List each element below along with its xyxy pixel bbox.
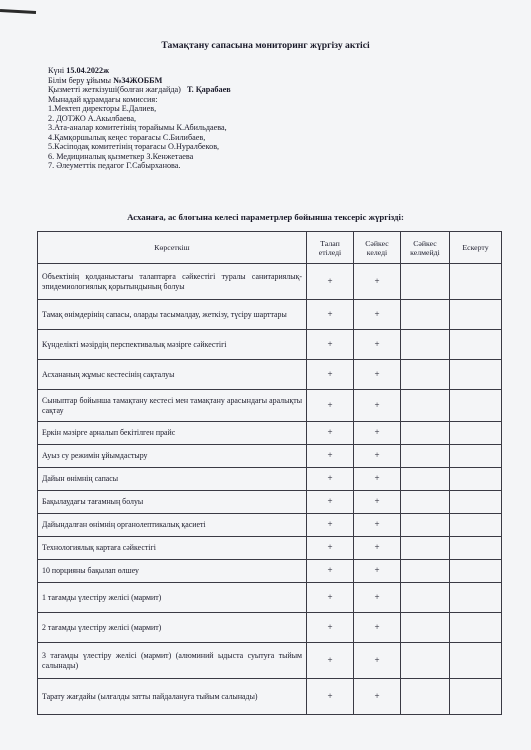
required-cell: + xyxy=(307,330,354,360)
table-row xyxy=(38,613,502,643)
compliant-cell: + xyxy=(354,491,401,514)
header-noncompliant: Сәйкес келмейді xyxy=(401,232,450,264)
indicator-cell: Сыныптар бойынша тамақтану кестесі мен тамақтану арасындағы аралықты сақтау xyxy=(38,390,307,422)
header-note: Ескерту xyxy=(450,232,502,264)
indicator-cell: Тамақ өнімдерінің сапасы, оларды тасымалдау, жеткізу, түсіру шарттары xyxy=(38,300,307,330)
noncompliant-cell xyxy=(401,330,450,360)
commission-member: 2. ДОТЖО А.Акылбаева, xyxy=(48,113,137,123)
table-header-row xyxy=(38,232,502,264)
table-row xyxy=(38,330,502,360)
table-row xyxy=(38,300,502,330)
table-row xyxy=(38,583,502,613)
table-row xyxy=(38,422,502,445)
table-row xyxy=(38,360,502,390)
required-cell: + xyxy=(307,491,354,514)
compliant-cell: + xyxy=(354,514,401,537)
noncompliant-cell xyxy=(401,537,450,560)
table-row xyxy=(38,491,502,514)
indicator-cell: 1 тағамды үлестіру желісі (мармит) xyxy=(38,583,307,613)
table-row xyxy=(38,537,502,560)
indicator-cell: Күнделікті мәзірдің перспективалық мәзірге сәйкестігі xyxy=(38,330,307,360)
note-cell xyxy=(450,613,502,643)
noncompliant-cell xyxy=(401,445,450,468)
noncompliant-cell xyxy=(401,643,450,679)
indicator-cell: Технологиялық картаға сәйкестігі xyxy=(38,537,307,560)
compliant-cell: + xyxy=(354,643,401,679)
compliant-cell: + xyxy=(354,300,401,330)
date-value: 15.04.2022ж xyxy=(66,66,110,75)
note-cell xyxy=(450,390,502,422)
indicator-cell: Еркін мәзірге арналып бекітілген прайс xyxy=(38,422,307,445)
compliant-cell: + xyxy=(354,679,401,715)
indicator-cell: 2 тағамды үлестіру желісі (мармит) xyxy=(38,613,307,643)
table-row xyxy=(38,643,502,679)
commission-member: 6. Медициналық қызметкер З.Кенжетаева xyxy=(48,151,194,161)
note-cell xyxy=(450,537,502,560)
noncompliant-cell xyxy=(401,360,450,390)
organization-label: Білім беру ұйымы xyxy=(48,75,112,85)
required-cell: + xyxy=(307,468,354,491)
required-cell: + xyxy=(307,537,354,560)
inspection-subtitle: Асханаға, ас блогына келесі параметрлер бойынша тексеріс жүргізді: xyxy=(127,212,404,222)
required-cell: + xyxy=(307,643,354,679)
header-compliant: Сәйкес келеді xyxy=(354,232,401,264)
note-cell xyxy=(450,360,502,390)
noncompliant-cell xyxy=(401,679,450,715)
required-cell: + xyxy=(307,679,354,715)
table-row xyxy=(38,514,502,537)
note-cell xyxy=(450,445,502,468)
noncompliant-cell xyxy=(401,422,450,445)
noncompliant-cell xyxy=(401,583,450,613)
required-cell: + xyxy=(307,360,354,390)
date-label: Күні xyxy=(48,66,65,75)
header-indicator: Көрсеткіш xyxy=(38,232,307,264)
noncompliant-cell xyxy=(401,491,450,514)
scan-mark xyxy=(0,9,36,14)
compliant-cell: + xyxy=(354,264,401,300)
required-cell: + xyxy=(307,445,354,468)
table-row xyxy=(38,560,502,583)
note-cell xyxy=(450,679,502,715)
indicator-cell: 3 тағамды үлестіру желісі (мармит) (алюминий ыдыста суытуға тыйым салынады) xyxy=(38,643,307,679)
date-line xyxy=(48,66,488,76)
organization-line xyxy=(48,76,488,86)
compliant-cell: + xyxy=(354,445,401,468)
indicator-cell: Асхананың жұмыс кестесінің сақталуы xyxy=(38,360,307,390)
noncompliant-cell xyxy=(401,390,450,422)
compliant-cell: + xyxy=(354,560,401,583)
noncompliant-cell xyxy=(401,264,450,300)
table-row xyxy=(38,390,502,422)
indicator-cell: Дайындалған өнімнің органолептикалық қасиеті xyxy=(38,514,307,537)
indicator-cell: Объектінің қолданыстағы талаптарға сәйкестігі туралы санитариялық-эпидемиологиялық қорытындының болуы xyxy=(38,264,307,300)
compliant-cell: + xyxy=(354,468,401,491)
commission-member: 1.Мектеп директоры Е.Далиев, xyxy=(48,104,157,114)
indicator-cell: Дайын өнімнің сапасы xyxy=(38,468,307,491)
compliant-cell: + xyxy=(354,613,401,643)
note-cell xyxy=(450,514,502,537)
commission-member: 7. Әлеуметтік педагог Г.Сабырханова. xyxy=(48,161,181,171)
compliant-cell: + xyxy=(354,330,401,360)
table-row xyxy=(38,468,502,491)
commission-member: 4.Қамқоршылық кеңес төрағасы С.Билибаев, xyxy=(48,132,206,142)
indicator-cell: Тарату жағдайы (ылғалды затты пайдалануға тыйым салынады) xyxy=(38,679,307,715)
note-cell xyxy=(450,264,502,300)
note-cell xyxy=(450,330,502,360)
noncompliant-cell xyxy=(401,514,450,537)
note-cell xyxy=(450,491,502,514)
indicator-cell: Ауыз су режимін ұйымдастыру xyxy=(38,445,307,468)
noncompliant-cell xyxy=(401,560,450,583)
noncompliant-cell xyxy=(401,613,450,643)
required-cell: + xyxy=(307,583,354,613)
table-row xyxy=(38,679,502,715)
required-cell: + xyxy=(307,300,354,330)
noncompliant-cell xyxy=(401,300,450,330)
required-cell: + xyxy=(307,514,354,537)
table-row xyxy=(38,264,502,300)
organization-value: №34ЖОББМ xyxy=(113,75,163,85)
noncompliant-cell xyxy=(401,468,450,491)
indicator-cell: 10 порцияны бақылап өлшеу xyxy=(38,560,307,583)
compliant-cell: + xyxy=(354,360,401,390)
note-cell xyxy=(450,422,502,445)
supplier-label: Қызметті жеткізуші(болған жағдайда) xyxy=(48,85,181,95)
required-cell: + xyxy=(307,560,354,583)
inspection-table xyxy=(37,231,502,715)
document-title: Тамақтану сапасына мониторинг жүргізу актісі xyxy=(161,40,370,51)
required-cell: + xyxy=(307,264,354,300)
compliant-cell: + xyxy=(354,537,401,560)
table-row xyxy=(38,445,502,468)
compliant-cell: + xyxy=(354,390,401,422)
required-cell: + xyxy=(307,422,354,445)
compliant-cell: + xyxy=(354,583,401,613)
supplier-value: Т. Қарабаев xyxy=(187,85,231,95)
note-cell xyxy=(450,560,502,583)
required-cell: + xyxy=(307,613,354,643)
supplier-line xyxy=(48,85,488,95)
commission-member: 3.Ата-аналар комитетінің төрайымы К.Абильдаева, xyxy=(48,123,227,133)
act-info xyxy=(48,66,488,171)
commission-intro: Мынадай құрамдағы комиссия: xyxy=(48,94,158,104)
note-cell xyxy=(450,468,502,491)
indicator-cell: Бақылаудағы тағамның болуы xyxy=(38,491,307,514)
note-cell xyxy=(450,583,502,613)
note-cell xyxy=(450,643,502,679)
required-cell: + xyxy=(307,390,354,422)
commission-member: 5.Кәсіподақ комитетінің төрағасы О.Нуралбеков, xyxy=(48,142,220,152)
note-cell xyxy=(450,300,502,330)
header-required: Талап етіледі xyxy=(307,232,354,264)
compliant-cell: + xyxy=(354,422,401,445)
